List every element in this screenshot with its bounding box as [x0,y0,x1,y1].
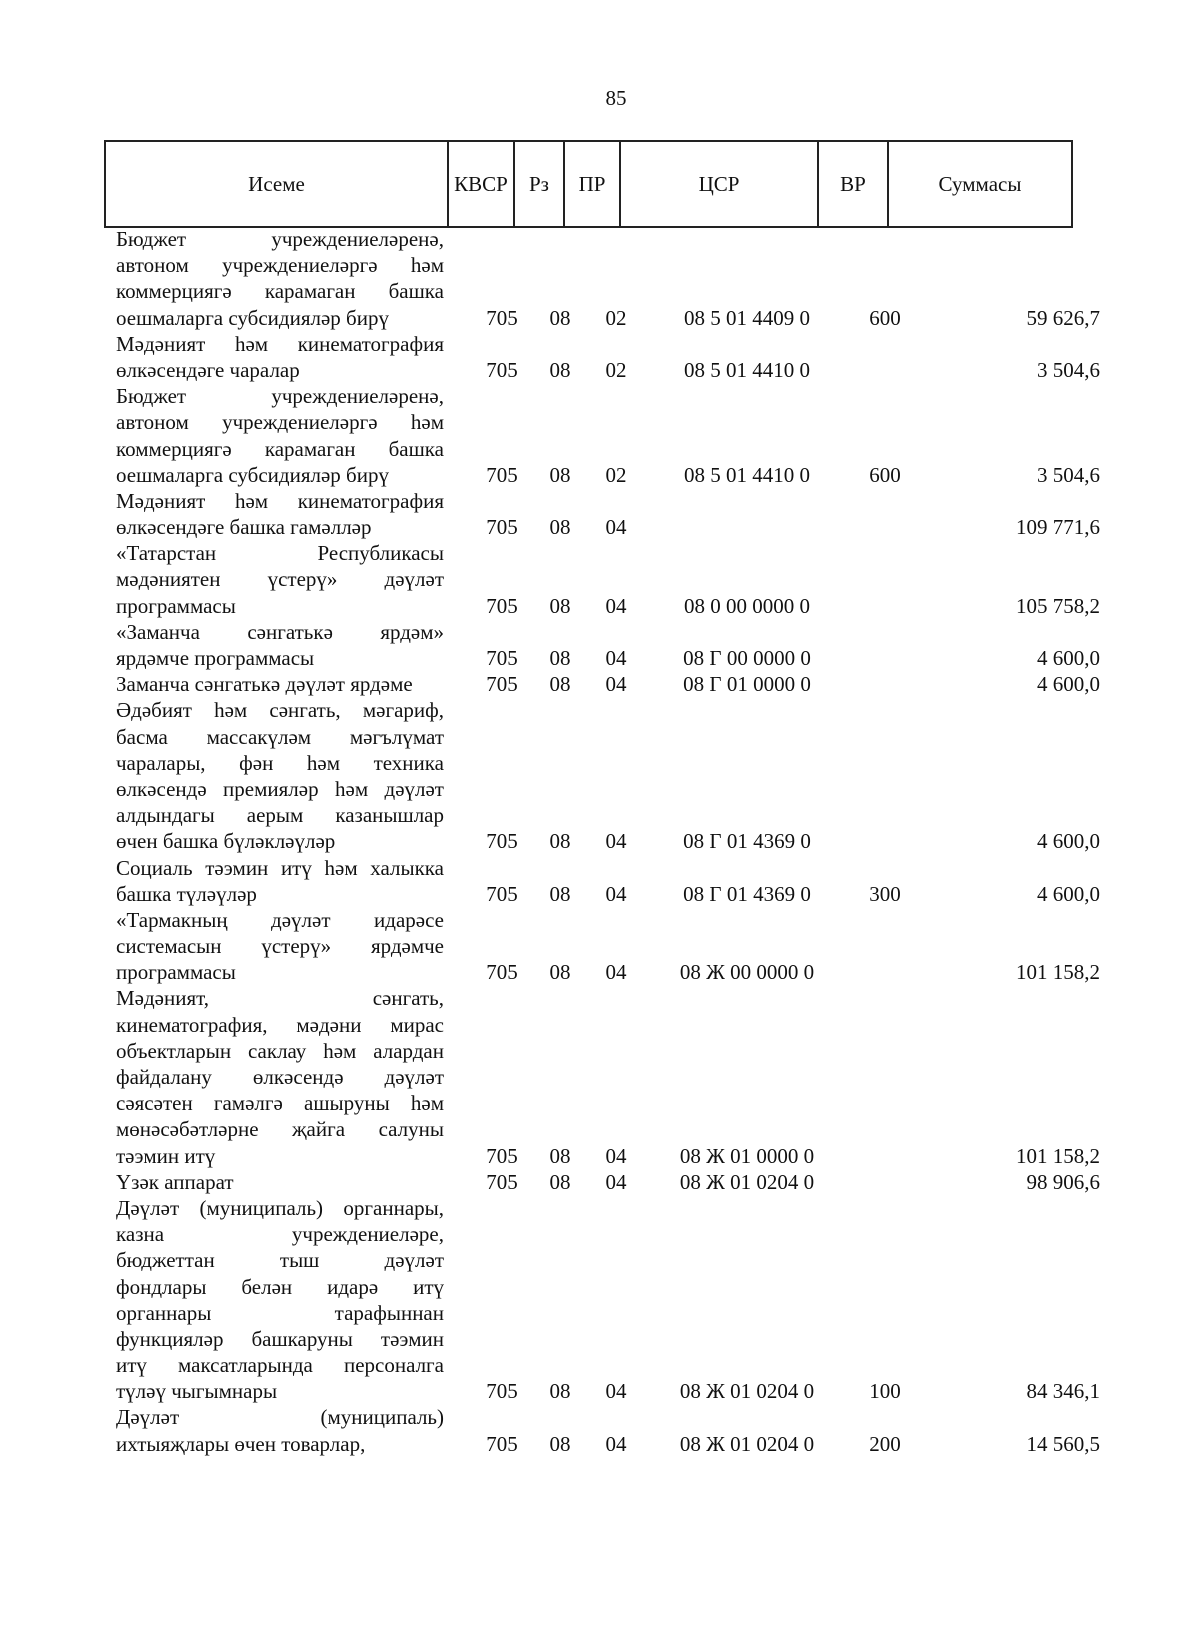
row-rz: 08 [549,881,571,906]
row-name-line: казна учреждениеләре, [116,1222,444,1247]
row-name-line: кинематография, мәдәни мирас [116,1012,444,1037]
row-kvsr: 705 [486,1431,518,1456]
row-name [104,855,444,907]
row-kvsr: 705 [486,357,518,382]
row-name [104,619,444,671]
row-name-line: Социаль тәэмин итү һәм халыкка [116,855,444,880]
row-name-line: алдындагы аерым казанышлар [116,803,444,828]
row-name [104,540,444,619]
table-row [104,331,1114,383]
row-sum: 101 158,2 [1016,1143,1100,1168]
row-rz: 08 [549,645,571,670]
row-sum: 4 600,0 [1037,645,1100,670]
row-sum: 3 504,6 [1037,357,1100,382]
header-vr: ВР [818,141,888,227]
row-name-line: түләү чыгымнары [116,1379,278,1404]
table-row [104,619,1114,671]
row-name-line: автоном учреждениеләргә һәм [116,253,444,278]
row-rz: 08 [549,357,571,382]
row-name-line: автоном учреждениеләргә һәм [116,410,444,435]
row-name-line: өчен башка бүләкләүләр [116,829,336,854]
row-kvsr: 705 [486,645,518,670]
row-name [104,697,444,854]
row-csr: 08 Г 00 0000 0 [683,645,811,670]
row-name-line: Дәүләт (муниципаль) [116,1405,444,1430]
table-row [104,540,1114,619]
header-csr: ЦСР [620,141,818,227]
header-rz: Рз [514,141,564,227]
row-sum: 14 560,5 [1026,1431,1100,1456]
row-pr: 04 [605,645,627,670]
row-name-line: мөнәсәбәтләрне җайга салуны [116,1117,444,1142]
row-sum: 109 771,6 [1016,515,1100,540]
row-rz: 08 [549,1169,571,1194]
row-rz: 08 [549,593,571,618]
row-name [104,1169,444,1195]
row-sum: 59 626,7 [1026,305,1100,330]
table-row [104,488,1114,540]
row-kvsr: 705 [486,960,518,985]
row-name-line: өлкәсендәге чаралар [116,357,300,382]
page-number: 85 [605,86,627,110]
row-name-line: Мәдәният һәм кинематография [116,331,444,356]
row-name-line: мәдәниятен үстерү» дәүләт [116,567,444,592]
row-kvsr: 705 [486,881,518,906]
row-name-line: фондлары белән идарә итү [116,1274,444,1299]
row-pr: 02 [605,305,627,330]
row-name-line: Әдәбият һәм сәнгать, мәгариф, [116,698,444,723]
row-name-line: ярдәмче программасы [116,646,315,670]
row-csr: 08 Ж 01 0204 0 [679,1169,815,1194]
row-sum: 84 346,1 [1026,1379,1100,1404]
row-rz: 08 [549,462,571,487]
row-name-line: итү максатларында персоналга [116,1353,444,1378]
row-pr: 02 [605,462,627,487]
row-name-line: Дәүләт (муниципаль) органнары, [116,1195,444,1220]
row-vr: 100 [869,1379,901,1404]
row-pr: 04 [605,881,627,906]
row-name [104,907,444,986]
row-name-line: Заманча сәнгатькә дәүләт ярдәме [116,672,413,697]
table-row [104,383,1114,488]
row-kvsr: 705 [486,1143,518,1168]
row-rz: 08 [549,1379,571,1404]
table-row [104,985,1114,1168]
row-name-line: Бюджет учреждениеләренә, [116,384,444,409]
header-name: Исеме [105,141,448,227]
row-name-line: ихтыяҗлары өчен товарлар, [116,1431,366,1456]
row-name-line: программасы [116,960,236,985]
row-name-line: өлкәсендәге башка гамәлләр [116,515,372,540]
row-pr: 04 [605,1379,627,1404]
row-name [104,331,444,383]
row-name [104,671,444,697]
row-sum: 105 758,2 [1016,593,1100,618]
table-row [104,1169,1114,1195]
row-csr: 08 Ж 01 0204 0 [679,1431,815,1456]
table-header [104,140,1073,228]
row-name-line: функцияләр башкаруны тәэмин [116,1326,444,1351]
table-row [104,907,1114,986]
row-name-line: бюджеттан тыш дәүләт [116,1248,444,1273]
row-vr: 600 [869,462,901,487]
row-name [104,985,444,1168]
row-csr: 08 0 00 0000 0 [684,593,810,618]
row-name [104,383,444,488]
row-name [104,1195,444,1405]
row-rz: 08 [549,1431,571,1456]
row-name [104,488,444,540]
row-kvsr: 705 [486,515,518,540]
row-pr: 04 [605,515,627,540]
row-sum: 4 600,0 [1037,829,1100,854]
row-csr: 08 5 01 4410 0 [684,462,810,487]
row-rz: 08 [549,960,571,985]
row-csr: 08 Ж 00 0000 0 [679,960,815,985]
header-sum: Суммасы [888,141,1072,227]
row-name-line: оешмаларга субсидияләр бирү [116,305,389,330]
table-row [104,671,1114,697]
row-kvsr: 705 [486,1169,518,1194]
row-csr: 08 5 01 4409 0 [684,305,810,330]
row-name-line: чаралары, фән һәм техника [116,750,444,775]
table-row [104,226,1114,331]
row-name-line: өлкәсендә премияләр һәм дәүләт [116,776,444,801]
row-name-line: басма массакүләм мәгълүмат [116,724,444,749]
row-csr: 08 Ж 01 0000 0 [679,1143,815,1168]
row-pr: 04 [605,593,627,618]
row-name [104,226,444,331]
row-name-line: объектларын саклау һәм алардан [116,1038,444,1063]
row-name-line: программасы [116,593,236,618]
table-row [104,855,1114,907]
row-kvsr: 705 [486,829,518,854]
table-row [104,1404,1114,1456]
row-rz: 08 [549,829,571,854]
row-pr: 04 [605,1143,627,1168]
row-csr: 08 Ж 01 0204 0 [679,1379,815,1404]
row-name-line: файдалану өлкәсендә дәүләт [116,1065,444,1089]
row-pr: 04 [605,1169,627,1194]
row-rz: 08 [549,1143,571,1168]
row-kvsr: 705 [486,305,518,330]
row-name-line: Мәдәният, сәнгать, [116,986,444,1011]
header-kvsr: КВСР [448,141,514,227]
row-kvsr: 705 [486,462,518,487]
row-sum: 4 600,0 [1037,672,1100,697]
row-vr: 300 [869,881,901,906]
row-sum: 4 600,0 [1037,881,1100,906]
row-csr: 08 5 01 4410 0 [684,357,810,382]
row-name-line: системасын үстерү» ярдәмче [116,934,444,959]
row-name-line: башка түләүләр [116,881,257,906]
row-pr: 04 [605,1431,627,1456]
row-vr: 600 [869,305,901,330]
table-row [104,697,1114,854]
row-csr: 08 Г 01 4369 0 [683,881,811,906]
row-name-line: «Заманча сәнгатькә ярдәм» [116,619,444,644]
row-name-line: коммерциягә карамаган башка [116,279,444,304]
row-name-line: органнары тарафыннан [116,1300,444,1325]
row-name-line: Мәдәният һәм кинематография [116,488,444,513]
row-name-line: «Татарстан Республикасы [116,541,444,566]
row-pr: 04 [605,960,627,985]
row-name-line: «Тармакның дәүләт идарәсе [116,907,444,932]
row-csr: 08 Г 01 4369 0 [683,829,811,854]
row-sum: 101 158,2 [1016,960,1100,985]
row-csr: 08 Г 01 0000 0 [683,672,811,697]
row-name-line: Бюджет учреждениеләренә, [116,227,444,251]
row-kvsr: 705 [486,1379,518,1404]
row-sum: 3 504,6 [1037,462,1100,487]
row-kvsr: 705 [486,672,518,697]
table-body [104,226,1114,1457]
row-kvsr: 705 [486,593,518,618]
row-name [104,1404,444,1456]
row-vr: 200 [869,1431,901,1456]
row-rz: 08 [549,305,571,330]
row-rz: 08 [549,672,571,697]
row-pr: 02 [605,357,627,382]
row-name-line: коммерциягә карамаган башка [116,436,444,461]
row-pr: 04 [605,829,627,854]
header-pr: ПР [564,141,620,227]
row-pr: 04 [605,672,627,697]
row-name-line: оешмаларга субсидияләр бирү [116,462,389,487]
row-sum: 98 906,6 [1026,1169,1100,1194]
row-name-line: Үзәк аппарат [116,1169,234,1194]
table-row [104,1195,1114,1405]
row-name-line: тәэмин итү [116,1143,216,1168]
row-name-line: сәясәтен гамәлгә ашыруны һәм [116,1091,444,1116]
row-rz: 08 [549,515,571,540]
